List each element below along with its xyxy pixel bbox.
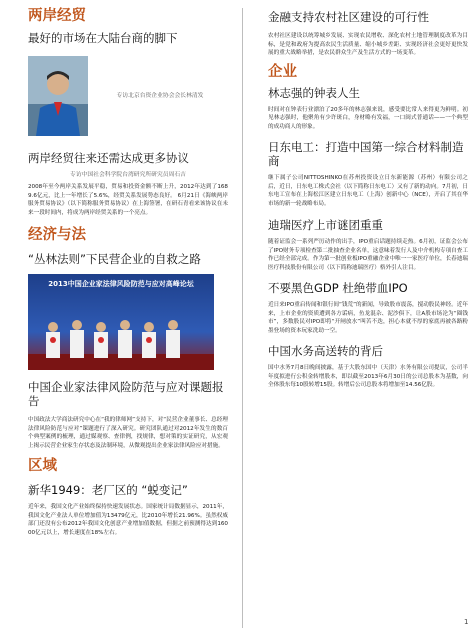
headline-black-gdp: 不要黑色GDP 杜绝带血IPO [268,281,408,295]
xinhua-body: 近年来，我国文化产业始终保持快速发展状态。国家统计局数据显示，2011年，我国文化产业法人单位增加值为13479亿元，比2010年增长21.96%。虽然权威部门还没有公布2012年我国文化创意产业增加值数据，但据之前预测得达到16000亿元以上，增长速度在18%左右。 [28,504,228,536]
left-column [0,0,228,537]
section-label-enterprise: 企业 [268,63,297,80]
headline-legal-risk-report: 中国企业家法律风险防范与应对课题报告 [28,380,224,408]
dirui-medical-body: 随着证监会一系列严厉动作的出手，IPO重启话题持续走热。6月初，证监会公布了IPO财务专项检查第二批抽查企业名单，这意味着发行人及中介机构专项自查工作已经全部完成。作为第一批创业板IPO重融企业中唯一一家医疗单位，长春迪瑞医疗科技股份有限公司（以下简称迪瑞医疗）格外引人注目。 [268,239,468,271]
black-gdp-body: 近日来IPO重启传闻和银行间“钱荒”的新闻，导致股市震荡，搅动股民神经。近年来，上市企业的资质遭到各方诟病，鱼龙混杂、泥沙俱下，让A股市场沦为“圈钱市”，多数股民对IPO即将“开闸放水”叫苦不迭，担心本就不厚的家底再被各路粉墨登场的资本玩家洗劫一空。 [268,302,468,334]
feature-block-lin [28,54,228,138]
section-label-economy-law: 经济与法 [28,227,86,243]
headline-nitto-denko: 日东电工：打造中国第一综合材料制造商 [268,140,464,168]
lin-zhiqiang-body: 时间对在钟表行业漂泊了20多年的林志强来说，感受要比常人来得更为鲜明。初见林志强时，他聚角有少许斑白，身材略有发福，一口闽式普通话——一个典型的成功商人的形象。 [268,106,468,130]
headline-trade-agreements: 两岸经贸往来还需达成更多协议 [28,151,189,165]
headline-xinhua-1949: 新华1949：老厂区的 “蜕变记” [28,483,188,497]
lin-qingfa-portrait [28,56,88,136]
lin-interview-caption: 专访北京台资企业协会会长林清发 [116,93,204,99]
forum-photo [28,274,214,370]
section-label-region: 区域 [28,458,57,474]
forum-attendees-illustration [28,310,214,370]
headline-dirui-medical: 迪瑞医疗上市谜团重重 [268,218,383,232]
legal-risk-body: 中国政法大学商法研究中心在“我的律师网”支持下，对“民营企业董事长、总经理法律风险防范与应对”课题进行了深入研究。研究团队通过对2012年发生的数百个典型案例的梳理，通过媒观察、查律例，找规律，想对策的实证研究，从宏观上揭示民营企业家生存状态及法制环境，从微观提出企业家法律风险应对措施。 [28,417,228,449]
headline-lin-zhiqiang: 林志强的钟表人生 [268,85,360,100]
headline-jungle-law: “丛林法则”下民营企业的自救之路 [28,252,201,266]
right-column [268,0,469,626]
zhou-interview-caption: 专访中国社会科学院台湾研究所研究员周石吉 [70,172,186,178]
headline-china-water: 中国水务高送转的背后 [268,344,383,358]
cross-strait-body: 2008年至今两岸关系发展平稳，贸易和投资金额不断上升，2012年达到了1689.6亿元，比上一年增长了5.6%，经贸关系发展势态良好。 6月21日《海峡两岸服务贸易协议》（以下简称服务贸易协议）在上海签署，在研石青看来该协议在未来一段时间内，将成为两岸经贸关系的一个亮点。 [28,184,228,216]
section-label-cross-strait: 两岸经贸 [28,8,86,24]
headline-taiwan-market: 最好的市场在大陆台商的脚下 [28,31,178,45]
rural-finance-body: 农村社区建设以统筹城乡发展、实现农民增收、深化农村土地管理制度改革为目标，是党和政府为提高农民生活质量、缩小城乡差距、实现经济社会更好更快发展的重大战略举措，是农民群众生产及生活方式的一场变革。 [268,33,468,56]
china-water-body: 国中水务7月8日晚间披露，基于大股东国中（天津）水务有限公司提议，公司半年度拟进行公积金转增股本，即以截至2013年6月30日的公司总股本为基数，向全体股东每10股转增15股。转增后公司总股本将增加至14.56亿股。 [268,365,468,388]
headline-rural-finance: 金融支持农村社区建设的可行性 [268,10,429,24]
page-number: 1 [464,618,469,626]
nitto-denko-body: 继下属子公司NITTOSHINKO在苏州投资设立日东新能源（苏州）有限公司之后，近日，日东电工株式会社（以下简称日东电工）又有了新的动向。7月初，日东电工宣布在上海松江区建立日东电工（上海）创新中心（NCE），开启了其在华市场的新一轮战略布局。 [268,175,468,207]
forum-banner-text: 2013中国企业家法律风险防范与应对高峰论坛 [48,280,194,288]
column-divider [242,8,243,628]
